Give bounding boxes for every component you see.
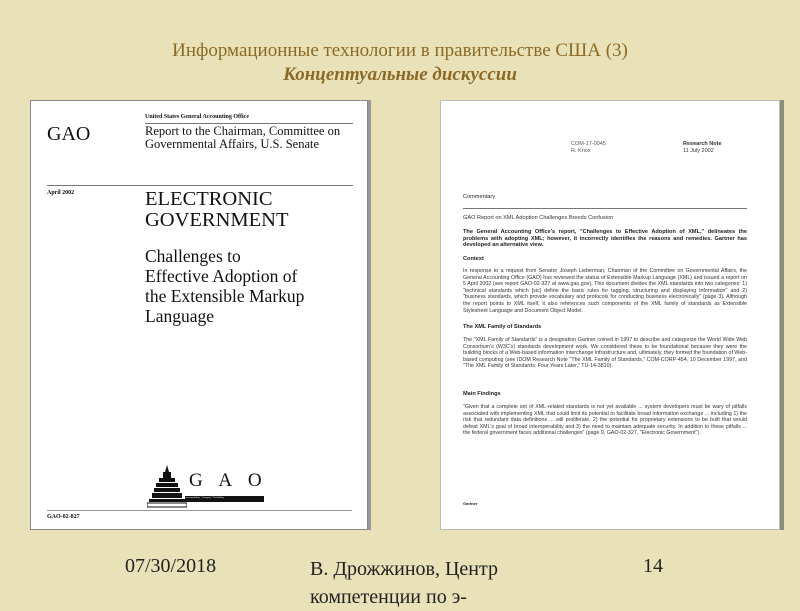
- report-date: April 2002: [47, 190, 75, 196]
- summary: The General Accounting Office's report, "Challenges to Effective Adoption of XML," delineates the problems with adopting XML; however, it incorrectly identifies the reasons and remedies. Gartner has developed an alternative view.: [463, 229, 747, 249]
- context-heading: Context: [463, 256, 484, 262]
- gao-seal-logo: G A O Accountability * Integrity * Reliability: [147, 464, 265, 508]
- capitol-dome-icon: [147, 464, 187, 508]
- report-title: ELECTRONIC GOVERNMENT: [145, 188, 289, 231]
- gao-report-cover: [30, 100, 368, 530]
- page-number: 14: [643, 555, 663, 577]
- family-text: The "XML Family of Standards" is a designation Gartner coined in 1997 to describe and categorize the World Wide Web Consortium's (W3C's) standards development work. We considered these to be foundational because they were the building blocks of a Web-based information interchange infrastructure and, ultimately, they formed the foundation of Web-based computing (see IDOM Research Note "The XML Family of Standards," COM-CORP-454, 10 December 1997, and "The XML Family of Standards: Four Years Later," TU-14-3810).: [463, 337, 747, 370]
- findings-text: "Given that a complete set of XML-related standards is not yet available ... system developers must be wary of pitfalls associated with implementing XML that could limit its potential to facilitate broad information exchange ... including 1) the risk that redundant data definitions ... will proliferate, 2) the potential for proprietary extensions to be built that would defeat XML's goal of broad interoperability and 3) the need to maintain adequate security. In addition to these pitfalls ... the federal government faces additional challenges" (page 9, GAO-02-327, "Electronic Government").: [463, 404, 747, 437]
- report-subtitle: Challenges to Effective Adoption of the Extensible Markup Language: [145, 246, 305, 326]
- gartner-research-note: [440, 100, 780, 530]
- slide-title: Информационные технологии в правительстве США (3): [172, 40, 628, 61]
- context-text: In response to a request from Senator Joseph Lieberman, Chairman of the Committee on Governmental Affairs, the General Accounting Office (GAO) has reviewed the status of Extensible Markup Language (XML) and issued a report on 5 April 2002 (see report GAO-02-327 at www.gao.gov). This document divides the XML standards into two categories: 1) "technical standards which [sic] define the basic rules for tagging, structuring and displaying information" and 2) "business standards, which provide vocabulary and protocols for conducting business electronically" (page 3). Although the report points to XML itself, it also references such components of the XML family of standards as Extensible Stylesheet Language and Document Object Model.: [463, 268, 747, 314]
- doc-id-author: COM-17-0045 R. Knox: [571, 141, 606, 154]
- agency-name: United States General Accounting Office: [145, 114, 249, 120]
- headline: GAO Report on XML Adoption Challenges Breeds Confusion: [463, 215, 614, 221]
- note-meta: Research Note 11 July 2002: [683, 141, 722, 154]
- slide-subtitle: Концептуальные дискуссии: [283, 64, 517, 85]
- report-to: Report to the Chairman, Committee on Governmental Affairs, U.S. Senate: [145, 124, 341, 151]
- family-heading: The XML Family of Standards: [463, 324, 542, 330]
- footer-author: В. Дрожжинов, Центр компетенции по э-: [310, 558, 498, 608]
- report-number: GAO-02-827: [47, 514, 80, 520]
- footer-date: 07/30/2018: [125, 555, 217, 577]
- findings-heading: Main Findings: [463, 391, 501, 397]
- gartner-footer: Gartner: [463, 501, 478, 506]
- gao-logo-text: GAO: [47, 123, 91, 145]
- section-label: Commentary: [463, 194, 496, 200]
